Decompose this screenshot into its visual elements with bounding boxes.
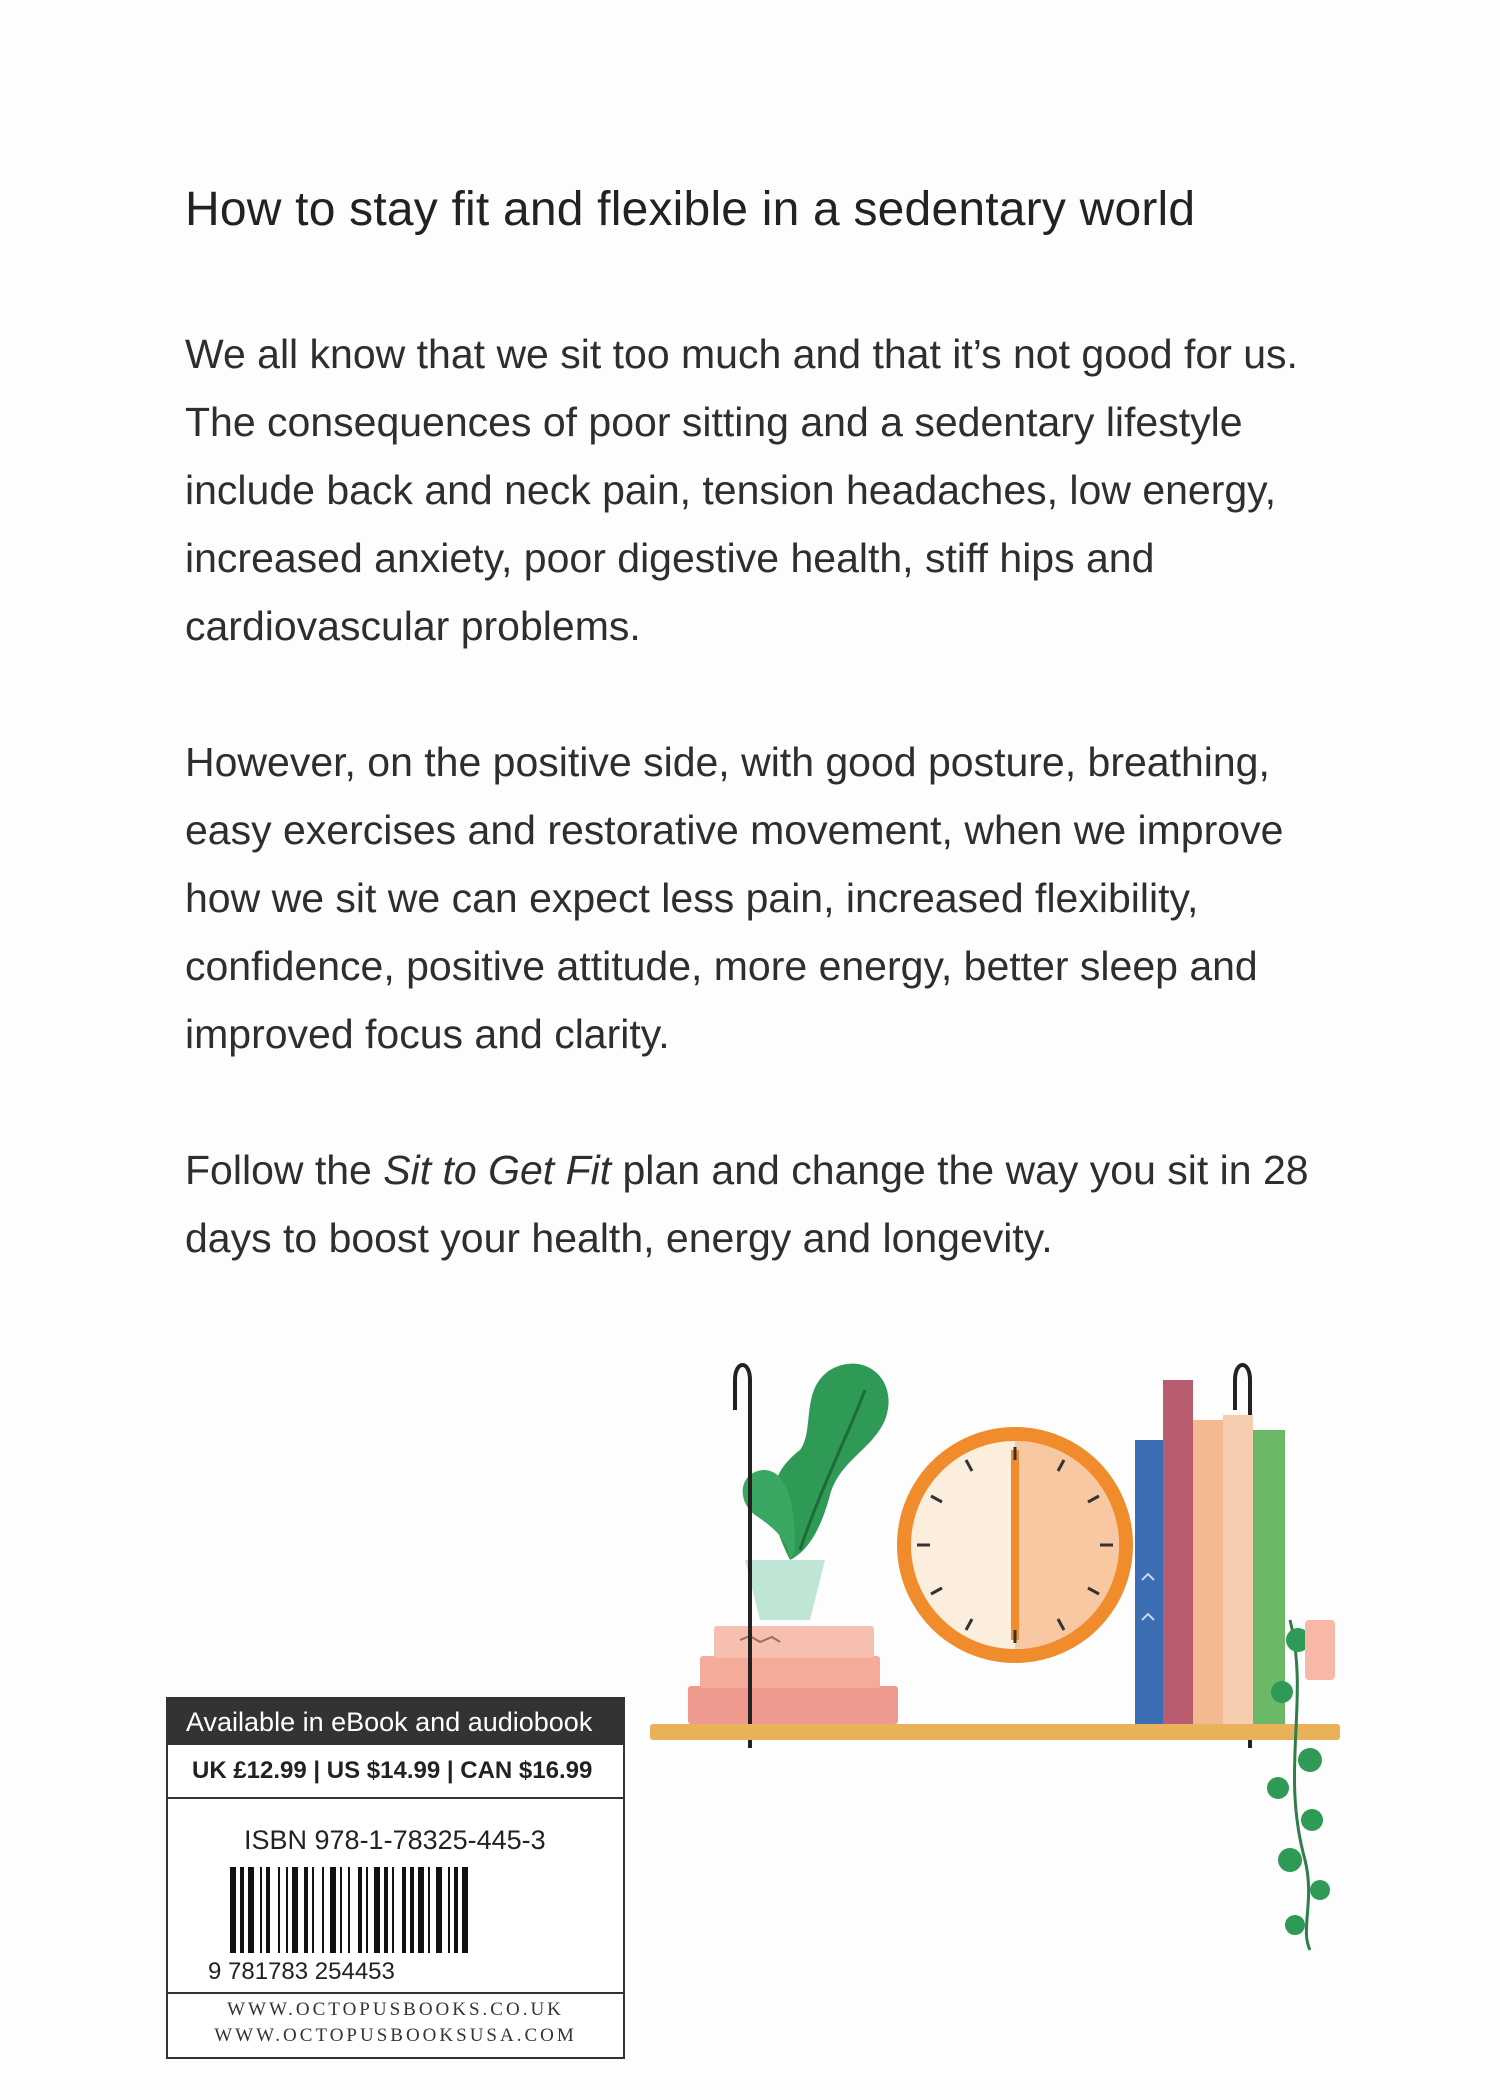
availability-banner: Available in eBook and audiobook: [168, 1699, 623, 1745]
benefits-paragraph: However, on the positive side, with good posture, breathing, easy exercises and restorative movement, when we improve how we sit we can expect less pain, increased flexibility, confidence, positive attitude, more energy, better sleep and improved focus and clarity.: [185, 739, 1284, 1057]
plan-text-before: Follow the: [185, 1147, 384, 1193]
barcode-digits: 9 781783 254453: [208, 1958, 395, 1985]
shelf-illustration: [650, 1320, 1370, 1960]
price-line: UK £12.99 | US $14.99 | CAN $16.99: [168, 1745, 623, 1799]
website-uk: WWW.OCTOPUSBOOKS.CO.UK: [227, 1999, 564, 2020]
books-icon: [1135, 1380, 1285, 1724]
plan-paragraph: [185, 1136, 1365, 1272]
price-barcode-label: [166, 1697, 625, 2059]
website-divider: [168, 1992, 623, 1994]
clock-icon: [897, 1427, 1133, 1663]
intro-paragraph: We all know that we sit too much and that it’s not good for us. The consequences of poor sitting and a sedentary lifestyle include back and neck pain, tension headaches, low energy, increased anxiety, poor digestive health, stiff hips and cardiovascular problems.: [185, 331, 1298, 649]
plant-icon: [743, 1364, 889, 1620]
barcode-icon: [208, 1867, 588, 1987]
isbn-text: ISBN 978-1-78325-445-3: [244, 1825, 546, 1855]
shelf-icon: [650, 1724, 1340, 1740]
plan-text-after: plan and change the way you sit in 28 days to boost your health, energy and longevity.: [185, 1147, 1309, 1261]
books-icon: [688, 1626, 898, 1724]
website-us: WWW.OCTOPUSBOOKSUSA.COM: [214, 2025, 577, 2046]
page-heading: How to stay fit and flexible in a sedentary world: [185, 183, 1196, 236]
book-title-italic: Sit to Get Fit: [383, 1147, 612, 1193]
